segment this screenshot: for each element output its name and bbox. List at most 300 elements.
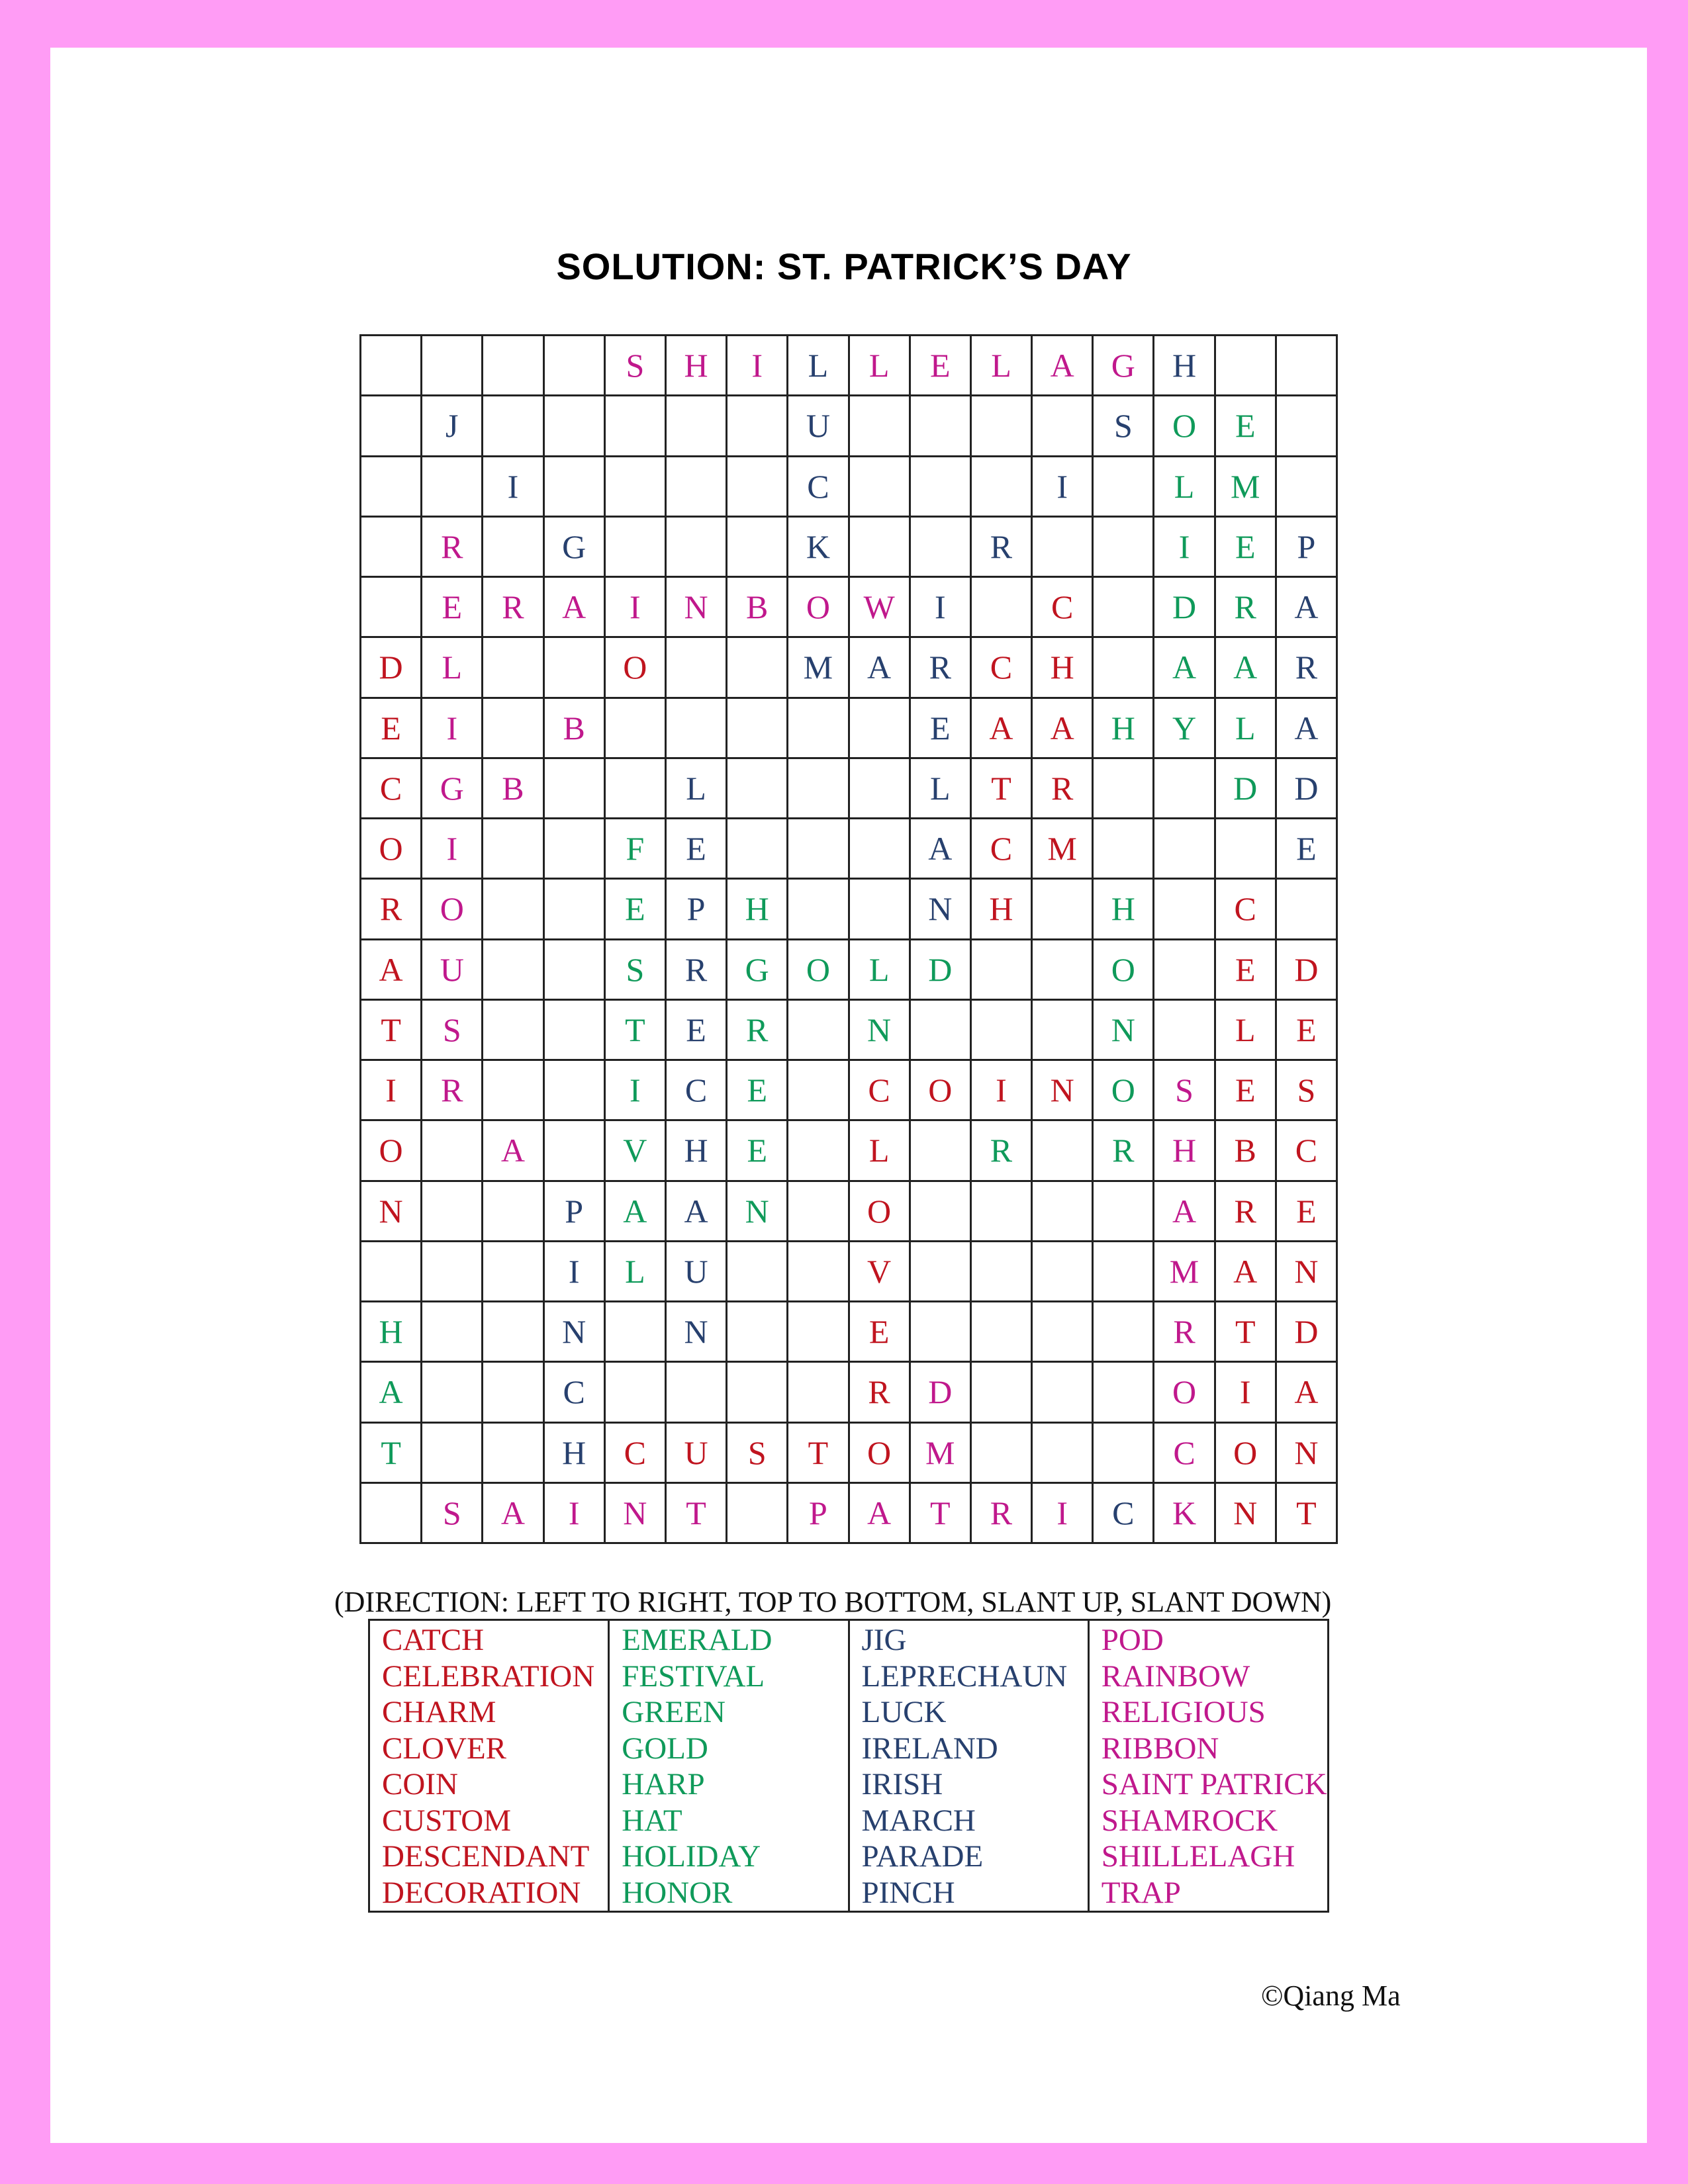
- grid-cell: W: [849, 577, 910, 637]
- grid-cell: [910, 516, 970, 576]
- grid-cell: D: [910, 1362, 970, 1422]
- grid-cell: D: [1215, 758, 1276, 818]
- grid-cell: S: [604, 336, 665, 396]
- grid-cell: D: [1154, 577, 1215, 637]
- grid-cell: [483, 396, 543, 456]
- grid-cell: E: [665, 999, 726, 1060]
- grid-cell: E: [1276, 999, 1336, 1060]
- grid-cell: [1093, 1241, 1154, 1301]
- grid-cell: I: [970, 1060, 1031, 1120]
- grid-cell: [788, 999, 849, 1060]
- grid-cell: L: [665, 758, 726, 818]
- grid-cell: C: [604, 1422, 665, 1482]
- grid-cell: I: [422, 698, 483, 758]
- grid-cell: I: [422, 819, 483, 879]
- grid-cell: [788, 1302, 849, 1362]
- grid-cell: [483, 1362, 543, 1422]
- grid-cell: [1093, 577, 1154, 637]
- grid-cell: [1032, 1120, 1093, 1181]
- grid-cell: A: [1276, 577, 1336, 637]
- grid-cell: E: [1215, 396, 1276, 456]
- grid-cell: [849, 698, 910, 758]
- grid-cell: A: [483, 1120, 543, 1181]
- grid-cell: H: [727, 879, 788, 939]
- grid-cell: [665, 1362, 726, 1422]
- grid-cell: M: [1215, 456, 1276, 516]
- grid-row: [361, 999, 1337, 1060]
- grid-cell: D: [1276, 758, 1336, 818]
- grid-cell: [788, 1362, 849, 1422]
- grid-cell: I: [727, 336, 788, 396]
- word-item: LEPRECHAUN: [861, 1659, 1068, 1694]
- word-column: [369, 1620, 609, 1912]
- grid-cell: P: [543, 1181, 604, 1241]
- grid-cell: R: [1154, 1302, 1215, 1362]
- grid-cell: [1154, 999, 1215, 1060]
- grid-cell: [483, 698, 543, 758]
- grid-cell: [970, 1302, 1031, 1362]
- grid-row: [361, 1241, 1337, 1301]
- grid-cell: A: [849, 637, 910, 698]
- grid-cell: I: [910, 577, 970, 637]
- grid-cell: N: [604, 1482, 665, 1543]
- grid-cell: A: [1032, 698, 1093, 758]
- grid-row: [361, 939, 1337, 999]
- word-item: PARADE: [861, 1839, 984, 1874]
- grid-cell: D: [910, 939, 970, 999]
- grid-cell: C: [788, 456, 849, 516]
- grid-cell: [727, 456, 788, 516]
- grid-cell: N: [1032, 1060, 1093, 1120]
- grid-cell: A: [1032, 336, 1093, 396]
- grid-cell: I: [1154, 516, 1215, 576]
- grid-cell: [1215, 336, 1276, 396]
- grid-cell: T: [1276, 1482, 1336, 1543]
- grid-cell: [910, 1181, 970, 1241]
- grid-row: [361, 456, 1337, 516]
- word-column: [849, 1620, 1088, 1912]
- word-item: RAINBOW: [1101, 1659, 1250, 1694]
- grid-cell: T: [604, 999, 665, 1060]
- grid-cell: L: [1154, 456, 1215, 516]
- grid-cell: S: [422, 999, 483, 1060]
- grid-cell: [788, 1241, 849, 1301]
- grid-cell: D: [361, 637, 422, 698]
- grid-cell: H: [543, 1422, 604, 1482]
- grid-cell: [543, 999, 604, 1060]
- grid-cell: [788, 758, 849, 818]
- grid-cell: H: [361, 1302, 422, 1362]
- grid-cell: [970, 1422, 1031, 1482]
- grid-cell: U: [422, 939, 483, 999]
- grid-cell: [1154, 879, 1215, 939]
- grid-cell: M: [1154, 1241, 1215, 1301]
- grid-cell: R: [849, 1362, 910, 1422]
- grid-cell: [910, 1302, 970, 1362]
- grid-cell: [604, 456, 665, 516]
- grid-cell: [483, 516, 543, 576]
- grid-cell: L: [970, 336, 1031, 396]
- grid-cell: M: [1032, 819, 1093, 879]
- grid-cell: O: [849, 1422, 910, 1482]
- grid-cell: T: [1215, 1302, 1276, 1362]
- grid-cell: E: [727, 1120, 788, 1181]
- grid-row: [361, 1181, 1337, 1241]
- grid-cell: O: [788, 939, 849, 999]
- grid-cell: A: [361, 939, 422, 999]
- grid-cell: R: [422, 516, 483, 576]
- grid-cell: [849, 879, 910, 939]
- word-list: [368, 1619, 1329, 1913]
- grid-cell: A: [1276, 698, 1336, 758]
- grid-cell: E: [422, 577, 483, 637]
- word-item: POD: [1101, 1623, 1164, 1657]
- grid-cell: [1093, 637, 1154, 698]
- grid-cell: [543, 396, 604, 456]
- grid-cell: H: [1093, 879, 1154, 939]
- grid-row: [361, 1120, 1337, 1181]
- word-item: PINCH: [861, 1875, 955, 1910]
- grid-cell: L: [604, 1241, 665, 1301]
- word-item: CELEBRATION: [382, 1659, 595, 1694]
- grid-cell: N: [1215, 1482, 1276, 1543]
- word-item: RIBBON: [1101, 1731, 1219, 1766]
- grid-cell: [604, 516, 665, 576]
- grid-cell: S: [727, 1422, 788, 1482]
- grid-cell: [483, 999, 543, 1060]
- grid-cell: [422, 1120, 483, 1181]
- grid-cell: B: [727, 577, 788, 637]
- grid-cell: E: [604, 879, 665, 939]
- grid-cell: R: [1215, 1181, 1276, 1241]
- grid-cell: K: [788, 516, 849, 576]
- grid-cell: [1032, 1181, 1093, 1241]
- grid-cell: G: [727, 939, 788, 999]
- grid-cell: [361, 516, 422, 576]
- grid-cell: O: [1093, 1060, 1154, 1120]
- grid-cell: [1154, 939, 1215, 999]
- grid-cell: [422, 336, 483, 396]
- grid-cell: [970, 1362, 1031, 1422]
- grid-cell: [727, 1482, 788, 1543]
- grid-cell: [1032, 939, 1093, 999]
- grid-row: [361, 1362, 1337, 1422]
- grid-cell: [422, 1362, 483, 1422]
- grid-cell: N: [910, 879, 970, 939]
- word-item: HAT: [622, 1803, 682, 1838]
- grid-cell: [1276, 336, 1336, 396]
- grid-cell: G: [422, 758, 483, 818]
- grid-cell: H: [665, 336, 726, 396]
- word-item: SAINT PATRICK: [1101, 1767, 1327, 1801]
- grid-cell: [970, 396, 1031, 456]
- copyright: ©Qiang Ma: [1261, 1979, 1401, 2012]
- grid-cell: [1093, 1362, 1154, 1422]
- grid-cell: T: [910, 1482, 970, 1543]
- grid-cell: [483, 819, 543, 879]
- grid-cell: [970, 939, 1031, 999]
- grid-cell: C: [1154, 1422, 1215, 1482]
- grid-cell: [849, 396, 910, 456]
- grid-row: [361, 336, 1337, 396]
- grid-cell: E: [1215, 1060, 1276, 1120]
- grid-cell: [1032, 516, 1093, 576]
- grid-cell: [1093, 1302, 1154, 1362]
- grid-cell: C: [1276, 1120, 1336, 1181]
- word-item: TRAP: [1101, 1875, 1181, 1910]
- grid-cell: [1215, 819, 1276, 879]
- grid-cell: S: [604, 939, 665, 999]
- grid-cell: E: [665, 819, 726, 879]
- word-item: GREEN: [622, 1695, 726, 1729]
- grid-cell: P: [1276, 516, 1336, 576]
- grid-cell: [543, 879, 604, 939]
- grid-cell: [727, 1302, 788, 1362]
- grid-cell: C: [361, 758, 422, 818]
- grid-cell: E: [361, 698, 422, 758]
- grid-cell: N: [1276, 1422, 1336, 1482]
- grid-cell: T: [665, 1482, 726, 1543]
- grid-row: [361, 1302, 1337, 1362]
- grid-cell: [849, 456, 910, 516]
- grid-cell: C: [543, 1362, 604, 1422]
- grid-cell: R: [361, 879, 422, 939]
- grid-cell: C: [1093, 1482, 1154, 1543]
- grid-cell: [422, 1241, 483, 1301]
- grid-cell: G: [543, 516, 604, 576]
- grid-cell: A: [849, 1482, 910, 1543]
- grid-cell: [727, 1241, 788, 1301]
- grid-cell: N: [727, 1181, 788, 1241]
- grid-cell: R: [1032, 758, 1093, 818]
- grid-cell: V: [604, 1120, 665, 1181]
- grid-cell: A: [1154, 637, 1215, 698]
- grid-cell: A: [1215, 1241, 1276, 1301]
- grid-cell: O: [604, 637, 665, 698]
- grid-row: [361, 1060, 1337, 1120]
- grid-cell: C: [1032, 577, 1093, 637]
- grid-cell: [1032, 879, 1093, 939]
- grid-cell: [1093, 758, 1154, 818]
- grid-cell: A: [665, 1181, 726, 1241]
- grid-cell: S: [1276, 1060, 1336, 1120]
- grid-cell: [361, 1241, 422, 1301]
- grid-cell: U: [665, 1422, 726, 1482]
- word-search-grid: [359, 334, 1338, 1544]
- grid-cell: N: [849, 999, 910, 1060]
- grid-cell: L: [422, 637, 483, 698]
- grid-cell: [422, 456, 483, 516]
- grid-cell: O: [849, 1181, 910, 1241]
- grid-cell: T: [361, 1422, 422, 1482]
- grid-cell: [483, 879, 543, 939]
- grid-cell: [422, 1302, 483, 1362]
- grid-cell: A: [910, 819, 970, 879]
- grid-cell: A: [1154, 1181, 1215, 1241]
- grid-cell: L: [1215, 698, 1276, 758]
- grid-cell: [543, 1060, 604, 1120]
- grid-cell: A: [361, 1362, 422, 1422]
- grid-cell: [727, 1362, 788, 1422]
- grid-cell: [1154, 819, 1215, 879]
- grid-cell: [1093, 1181, 1154, 1241]
- grid-cell: L: [788, 336, 849, 396]
- grid-cell: N: [543, 1302, 604, 1362]
- grid-row: [361, 1482, 1337, 1543]
- grid-cell: R: [1093, 1120, 1154, 1181]
- grid-cell: R: [483, 577, 543, 637]
- grid-cell: B: [483, 758, 543, 818]
- grid-cell: S: [1093, 396, 1154, 456]
- grid-cell: [483, 637, 543, 698]
- grid-cell: N: [665, 1302, 726, 1362]
- grid-cell: [665, 698, 726, 758]
- grid-cell: [1032, 1362, 1093, 1422]
- word-item: CUSTOM: [382, 1803, 512, 1838]
- grid-cell: C: [665, 1060, 726, 1120]
- grid-cell: [849, 758, 910, 818]
- grid-cell: L: [849, 939, 910, 999]
- grid-cell: F: [604, 819, 665, 879]
- word-item: SHILLELAGH: [1101, 1839, 1295, 1874]
- grid-cell: A: [1276, 1362, 1336, 1422]
- grid-cell: [727, 516, 788, 576]
- grid-cell: T: [361, 999, 422, 1060]
- grid-cell: [604, 1362, 665, 1422]
- grid-cell: [543, 1120, 604, 1181]
- word-column: [1088, 1620, 1328, 1912]
- grid-cell: G: [1093, 336, 1154, 396]
- grid-cell: H: [665, 1120, 726, 1181]
- grid-cell: [483, 1302, 543, 1362]
- grid-cell: [483, 1060, 543, 1120]
- grid-cell: E: [1276, 1181, 1336, 1241]
- word-item: FESTIVAL: [622, 1659, 765, 1694]
- grid-cell: [361, 336, 422, 396]
- grid-cell: M: [910, 1422, 970, 1482]
- grid-cell: [1276, 879, 1336, 939]
- grid-cell: K: [1154, 1482, 1215, 1543]
- grid-cell: [543, 939, 604, 999]
- grid-cell: E: [910, 336, 970, 396]
- grid-cell: [604, 396, 665, 456]
- word-item: DESCENDANT: [382, 1839, 590, 1874]
- grid-cell: [910, 456, 970, 516]
- grid-cell: O: [1154, 396, 1215, 456]
- grid-cell: [727, 758, 788, 818]
- grid-cell: P: [665, 879, 726, 939]
- grid-cell: I: [361, 1060, 422, 1120]
- grid-cell: E: [1276, 819, 1336, 879]
- grid-cell: O: [1093, 939, 1154, 999]
- grid-cell: [788, 1120, 849, 1181]
- grid-cell: [543, 637, 604, 698]
- grid-cell: [665, 456, 726, 516]
- grid-cell: P: [788, 1482, 849, 1543]
- grid-cell: [1276, 456, 1336, 516]
- grid-cell: [604, 1302, 665, 1362]
- grid-cell: R: [422, 1060, 483, 1120]
- word-item: LUCK: [861, 1695, 947, 1729]
- grid-cell: H: [1154, 336, 1215, 396]
- grid-cell: [1276, 396, 1336, 456]
- grid-cell: C: [970, 819, 1031, 879]
- grid-row: [361, 516, 1337, 576]
- grid-cell: R: [970, 1482, 1031, 1543]
- grid-cell: [910, 1241, 970, 1301]
- grid-row: [361, 396, 1337, 456]
- grid-cell: U: [788, 396, 849, 456]
- grid-cell: I: [1032, 1482, 1093, 1543]
- grid-cell: [727, 819, 788, 879]
- word-item: IRISH: [861, 1767, 943, 1801]
- grid-cell: H: [1154, 1120, 1215, 1181]
- grid-row: [361, 1422, 1337, 1482]
- grid-cell: [1032, 1422, 1093, 1482]
- word-item: HOLIDAY: [622, 1839, 761, 1874]
- grid-cell: R: [1276, 637, 1336, 698]
- grid-cell: C: [970, 637, 1031, 698]
- grid-cell: T: [788, 1422, 849, 1482]
- grid-cell: [604, 698, 665, 758]
- grid-cell: A: [543, 577, 604, 637]
- grid-cell: [970, 1241, 1031, 1301]
- grid-cell: N: [1093, 999, 1154, 1060]
- word-item: IRELAND: [861, 1731, 998, 1766]
- grid-cell: D: [1276, 939, 1336, 999]
- grid-cell: [543, 456, 604, 516]
- grid-cell: R: [970, 516, 1031, 576]
- grid-cell: [361, 396, 422, 456]
- grid-cell: [1093, 516, 1154, 576]
- grid-cell: [1093, 819, 1154, 879]
- word-item: SHAMROCK: [1101, 1803, 1278, 1838]
- grid-cell: [543, 336, 604, 396]
- grid-row: [361, 698, 1337, 758]
- grid-cell: R: [1215, 577, 1276, 637]
- word-item: CLOVER: [382, 1731, 506, 1766]
- grid-row: [361, 577, 1337, 637]
- grid-cell: [970, 577, 1031, 637]
- grid-cell: M: [788, 637, 849, 698]
- grid-cell: [788, 819, 849, 879]
- grid-row: [361, 637, 1337, 698]
- grid-cell: [665, 516, 726, 576]
- grid-cell: L: [849, 1120, 910, 1181]
- grid-cell: L: [1215, 999, 1276, 1060]
- grid-cell: U: [665, 1241, 726, 1301]
- grid-cell: [849, 516, 910, 576]
- grid-cell: [483, 1181, 543, 1241]
- grid-cell: O: [361, 1120, 422, 1181]
- grid-cell: E: [1215, 516, 1276, 576]
- grid-cell: [543, 819, 604, 879]
- grid-cell: [483, 1241, 543, 1301]
- grid-row: [361, 758, 1337, 818]
- word-column: [609, 1620, 849, 1912]
- grid-cell: E: [727, 1060, 788, 1120]
- grid-cell: S: [1154, 1060, 1215, 1120]
- grid-cell: H: [1093, 698, 1154, 758]
- grid-cell: [727, 637, 788, 698]
- word-item: HARP: [622, 1767, 705, 1801]
- grid-cell: R: [970, 1120, 1031, 1181]
- grid-cell: [970, 999, 1031, 1060]
- grid-cell: B: [543, 698, 604, 758]
- grid-cell: I: [604, 577, 665, 637]
- grid-cell: [788, 879, 849, 939]
- grid-cell: I: [543, 1482, 604, 1543]
